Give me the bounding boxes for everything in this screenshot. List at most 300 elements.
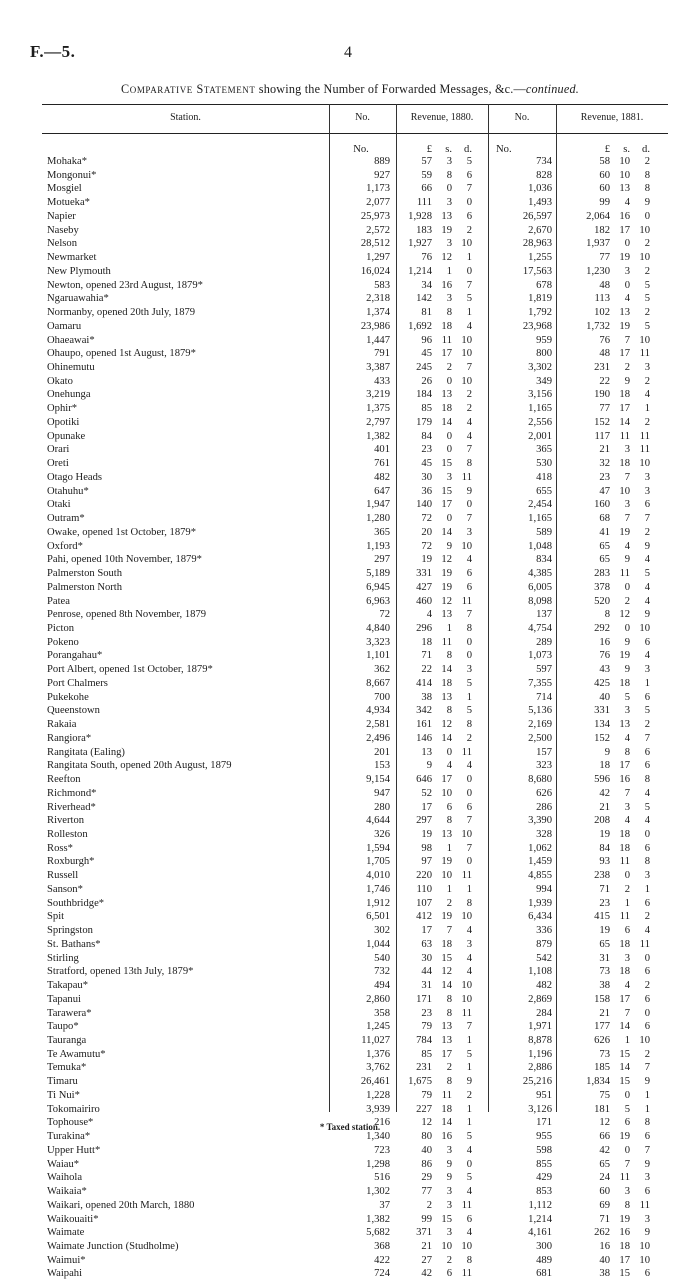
messages-1881: 489 xyxy=(536,1254,552,1266)
revenue-1881-pounds: 12 xyxy=(599,1117,610,1129)
messages-1880: 433 xyxy=(374,375,390,387)
revenue-1880-pence: 7 xyxy=(466,444,472,456)
revenue-1880-shillings: 15 xyxy=(441,485,452,497)
revenue-1880-pounds: 42 xyxy=(421,1268,432,1280)
revenue-1880-shillings: 19 xyxy=(441,224,452,236)
revenue-1880-pounds: 110 xyxy=(416,883,432,895)
revenue-1880-shillings: 11 xyxy=(441,334,452,346)
table-row xyxy=(0,292,700,306)
revenue-1881-pence: 6 xyxy=(644,746,650,758)
messages-1881: 8,680 xyxy=(528,774,552,786)
revenue-1881-pounds: 181 xyxy=(594,1103,610,1115)
table-row xyxy=(0,581,700,595)
revenue-1880-pounds: 414 xyxy=(416,677,432,689)
messages-1880: 700 xyxy=(374,691,390,703)
messages-1880: 494 xyxy=(374,980,390,992)
revenue-1881-shillings: 7 xyxy=(624,1158,630,1170)
revenue-1881-shillings: 3 xyxy=(624,265,630,277)
table-row xyxy=(0,320,700,334)
revenue-1880-shillings: 18 xyxy=(441,938,452,950)
revenue-1880-pence: 10 xyxy=(461,348,472,360)
revenue-1881-pence: 1 xyxy=(644,1089,650,1101)
title-main: showing the Number of Forwarded Messages, &c.— xyxy=(255,82,526,96)
revenue-1881-shillings: 17 xyxy=(619,224,630,236)
revenue-1881-shillings: 5 xyxy=(624,1103,630,1115)
table-row xyxy=(0,718,700,732)
revenue-1881-shillings: 11 xyxy=(619,856,630,868)
revenue-1880-shillings: 13 xyxy=(441,828,452,840)
revenue-1880-shillings: 9 xyxy=(446,1172,452,1184)
revenue-1880-shillings: 3 xyxy=(446,1186,452,1198)
messages-1880: 2,572 xyxy=(366,224,390,236)
revenue-1881-pence: 6 xyxy=(644,760,650,772)
station-name: Rangitata (Ealing) xyxy=(47,746,125,758)
station-name: Ophir* xyxy=(47,403,78,415)
revenue-1880-pence: 5 xyxy=(466,1131,472,1143)
table-row xyxy=(0,443,700,457)
messages-1881: 2,886 xyxy=(528,1062,552,1074)
station-name: Rakaia xyxy=(47,719,77,731)
messages-1881: 542 xyxy=(536,952,552,964)
revenue-1881-shillings: 19 xyxy=(619,526,630,538)
revenue-1881-pence: 10 xyxy=(639,1035,650,1046)
table-row xyxy=(0,814,700,828)
table-row xyxy=(0,636,700,650)
revenue-1880-shillings: 3 xyxy=(446,471,452,483)
messages-1880: 1,302 xyxy=(366,1186,390,1198)
revenue-1881-pence: 10 xyxy=(639,252,650,264)
messages-1881: 2,169 xyxy=(528,719,552,731)
revenue-1880-shillings: 14 xyxy=(441,732,452,744)
revenue-1881-pounds: 58 xyxy=(599,156,610,167)
messages-1880: 2,797 xyxy=(366,416,390,428)
revenue-1880-pounds: 412 xyxy=(416,911,432,923)
station-name: Tophouse* xyxy=(47,1117,94,1129)
table-row xyxy=(0,457,700,471)
revenue-1881-shillings: 13 xyxy=(619,719,630,731)
revenue-1880-shillings: 0 xyxy=(446,746,452,758)
messages-1880: 1,912 xyxy=(366,897,390,909)
revenue-1881-pounds: 47 xyxy=(599,485,610,497)
messages-1881: 855 xyxy=(536,1158,552,1170)
revenue-1881-pounds: 21 xyxy=(599,1007,610,1019)
revenue-1881-shillings: 17 xyxy=(619,1254,630,1266)
revenue-1880-pounds: 36 xyxy=(421,485,432,497)
revenue-1880-shillings: 15 xyxy=(441,952,452,964)
revenue-1881-pounds: 152 xyxy=(594,732,610,744)
station-name: Picton xyxy=(47,622,75,634)
messages-1880: 4,010 xyxy=(366,870,390,882)
revenue-1880-pounds: 2 xyxy=(426,1199,432,1211)
messages-1881: 1,255 xyxy=(528,252,552,264)
revenue-1881-pence: 11 xyxy=(639,348,650,360)
revenue-1880-shillings: 2 xyxy=(446,1254,452,1266)
table-row xyxy=(0,375,700,389)
messages-1881: 678 xyxy=(536,279,552,291)
station-name: St. Bathans* xyxy=(47,938,101,950)
revenue-1881-pounds: 66 xyxy=(599,1131,610,1143)
revenue-1880-shillings: 8 xyxy=(446,705,452,717)
revenue-1880-shillings: 11 xyxy=(441,636,452,648)
revenue-1881-pence: 6 xyxy=(644,1186,650,1198)
revenue-1881-pounds: 93 xyxy=(599,856,610,868)
footnote: * Taxed station. xyxy=(319,1122,381,1132)
station-name: Penrose, opened 8th November, 1879 xyxy=(47,609,207,621)
messages-1880: 3,387 xyxy=(366,362,390,374)
revenue-1881-pounds: 73 xyxy=(599,1048,610,1060)
station-name: Palmerston North xyxy=(47,581,123,593)
station-name: Newmarket xyxy=(47,252,97,264)
messages-1880: 216 xyxy=(374,1117,390,1129)
station-name: Oxford* xyxy=(47,540,83,552)
station-name: Tapanui xyxy=(47,993,81,1005)
station-name: Patea xyxy=(47,595,70,607)
revenue-1880-pounds: 1,692 xyxy=(408,320,432,332)
table-row xyxy=(0,663,700,677)
revenue-1880-pounds: 71 xyxy=(421,650,432,662)
messages-1881: 137 xyxy=(536,609,552,621)
station-name: Otaki xyxy=(47,499,71,511)
revenue-1881-shillings: 7 xyxy=(624,513,630,525)
revenue-1881-pence: 1 xyxy=(644,883,650,895)
revenue-1880-pence: 3 xyxy=(466,938,472,950)
messages-1880: 540 xyxy=(374,952,390,964)
revenue-1881-shillings: 4 xyxy=(624,197,630,209)
column-header-revenue-1881: Revenue, 1881. xyxy=(580,112,644,123)
messages-1881: 1,792 xyxy=(528,307,552,319)
revenue-1881-pounds: 38 xyxy=(599,980,610,992)
revenue-1880-pence: 10 xyxy=(461,993,472,1005)
revenue-1880-pounds: 72 xyxy=(421,540,432,552)
station-name: Pokeno xyxy=(47,636,79,648)
revenue-1881-pounds: 21 xyxy=(599,444,610,456)
revenue-1881-shillings: 7 xyxy=(624,471,630,483)
station-name: Porangahau* xyxy=(47,650,103,662)
table-row xyxy=(0,471,700,485)
messages-1881: 418 xyxy=(536,471,552,483)
table-row xyxy=(0,498,700,512)
messages-1880: 11,027 xyxy=(361,1035,390,1046)
unit-pounds-1881: £ xyxy=(604,144,610,155)
table-row xyxy=(0,704,700,718)
revenue-1881-pence: 2 xyxy=(644,526,650,538)
revenue-1881-pounds: 1,230 xyxy=(586,265,610,277)
revenue-1881-pounds: 19 xyxy=(599,925,610,937)
revenue-1880-pounds: 52 xyxy=(421,787,432,799)
station-name: Naseby xyxy=(47,224,79,236)
messages-1880: 724 xyxy=(374,1268,390,1280)
revenue-1880-shillings: 14 xyxy=(441,980,452,992)
station-name: Waiau* xyxy=(47,1158,80,1170)
revenue-1880-pence: 8 xyxy=(466,719,472,731)
revenue-1881-shillings: 4 xyxy=(624,293,630,305)
table-row xyxy=(0,842,700,856)
revenue-1881-shillings: 16 xyxy=(619,1227,630,1239)
revenue-1881-pence: 9 xyxy=(644,197,650,209)
messages-1881: 4,754 xyxy=(528,622,552,634)
revenue-1881-pence: 4 xyxy=(644,554,650,566)
messages-1881: 530 xyxy=(536,458,552,470)
table-row xyxy=(0,993,700,1007)
messages-1881: 1,036 xyxy=(528,183,552,195)
messages-1881: 1,493 xyxy=(528,197,552,209)
messages-1880: 2,581 xyxy=(366,719,390,731)
table-row xyxy=(0,746,700,760)
revenue-1880-pounds: 38 xyxy=(421,691,432,703)
revenue-1880-pounds: 77 xyxy=(421,1186,432,1198)
messages-1880: 6,963 xyxy=(366,595,390,607)
messages-1881: 834 xyxy=(536,554,552,566)
revenue-1881-shillings: 15 xyxy=(619,1076,630,1088)
revenue-1881-pence: 3 xyxy=(644,870,650,882)
revenue-1881-pence: 5 xyxy=(644,705,650,717)
revenue-1881-pence: 5 xyxy=(644,801,650,813)
revenue-1880-shillings: 3 xyxy=(446,1227,452,1239)
messages-1880: 422 xyxy=(374,1254,390,1266)
revenue-1881-shillings: 8 xyxy=(624,1199,630,1211)
messages-1881: 328 xyxy=(536,828,552,840)
table-row xyxy=(0,224,700,238)
revenue-1880-shillings: 15 xyxy=(441,1213,452,1225)
messages-1881: 1,939 xyxy=(528,897,552,909)
messages-1881: 3,156 xyxy=(528,389,552,401)
revenue-1880-pounds: 1,927 xyxy=(408,238,432,250)
revenue-1881-pounds: 41 xyxy=(599,526,610,538)
station-name: Orari xyxy=(47,444,70,456)
station-name: Napier xyxy=(47,210,76,222)
messages-1881: 589 xyxy=(536,526,552,538)
revenue-1880-pounds: 371 xyxy=(416,1227,432,1239)
messages-1880: 1,705 xyxy=(366,856,390,868)
table-row xyxy=(0,237,700,251)
revenue-1881-shillings: 17 xyxy=(619,993,630,1005)
revenue-1881-pence: 9 xyxy=(644,609,650,621)
revenue-1881-pence: 6 xyxy=(644,842,650,854)
revenue-1880-pence: 8 xyxy=(466,1254,472,1266)
table-body xyxy=(0,155,700,1281)
revenue-1880-shillings: 12 xyxy=(441,595,452,607)
revenue-1880-shillings: 18 xyxy=(441,403,452,415)
revenue-1881-pounds: 117 xyxy=(594,430,610,442)
station-name: Otago Heads xyxy=(47,471,103,483)
revenue-1881-shillings: 4 xyxy=(624,540,630,552)
revenue-1881-pence: 2 xyxy=(644,375,650,387)
messages-1880: 2,496 xyxy=(366,732,390,744)
revenue-1880-pence: 4 xyxy=(466,1227,472,1239)
revenue-1880-pence: 8 xyxy=(466,622,472,634)
station-name: Owake, opened 1st October, 1879* xyxy=(47,526,197,538)
column-header-station: Station. xyxy=(170,112,201,123)
table-row xyxy=(0,677,700,691)
revenue-1881-pence: 4 xyxy=(644,595,650,607)
revenue-1881-pounds: 32 xyxy=(599,458,610,470)
revenue-1881-shillings: 9 xyxy=(624,554,630,566)
unit-pence-1880: d. xyxy=(464,144,472,155)
table-row xyxy=(0,1213,700,1227)
table-row xyxy=(0,279,700,293)
messages-1880: 4,934 xyxy=(366,705,390,717)
revenue-1881-pounds: 2,064 xyxy=(586,210,610,222)
revenue-1880-pounds: 784 xyxy=(416,1035,432,1046)
revenue-1880-shillings: 8 xyxy=(446,307,452,319)
revenue-1880-pounds: 184 xyxy=(416,389,432,401)
revenue-1881-shillings: 0 xyxy=(624,279,630,291)
station-name: Tokomairiro xyxy=(47,1103,100,1115)
station-name: Spit xyxy=(47,911,65,923)
messages-1880: 37 xyxy=(379,1199,390,1211)
revenue-1880-pence: 0 xyxy=(466,787,472,799)
revenue-1881-pounds: 16 xyxy=(599,1241,610,1253)
revenue-1880-pence: 11 xyxy=(461,1199,472,1211)
table-row xyxy=(0,801,700,815)
revenue-1881-pounds: 60 xyxy=(599,183,610,195)
messages-1881: 655 xyxy=(536,485,552,497)
revenue-1881-pence: 7 xyxy=(644,1062,650,1074)
revenue-1881-shillings: 11 xyxy=(619,568,630,580)
revenue-1881-shillings: 14 xyxy=(619,1062,630,1074)
messages-1881: 26,597 xyxy=(522,210,552,222)
revenue-1881-pounds: 134 xyxy=(594,719,610,731)
revenue-1881-pence: 4 xyxy=(644,787,650,799)
station-name: Rangiora* xyxy=(47,732,92,744)
revenue-1880-pounds: 31 xyxy=(421,980,432,992)
revenue-1880-pounds: 99 xyxy=(421,1213,432,1225)
messages-1880: 4,840 xyxy=(366,622,390,634)
revenue-1881-pence: 6 xyxy=(644,499,650,511)
column-header-no-1881: No. xyxy=(514,112,530,123)
revenue-1881-pence: 7 xyxy=(644,1144,650,1156)
revenue-1881-shillings: 11 xyxy=(619,911,630,923)
revenue-1881-pence: 4 xyxy=(644,925,650,937)
messages-1881: 955 xyxy=(536,1131,552,1143)
revenue-1880-pence: 1 xyxy=(466,307,472,319)
revenue-1880-pounds: 19 xyxy=(421,554,432,566)
revenue-1881-pounds: 596 xyxy=(594,774,610,786)
table-row xyxy=(0,210,700,224)
revenue-1881-shillings: 3 xyxy=(624,444,630,456)
table-row xyxy=(0,759,700,773)
revenue-1880-pence: 4 xyxy=(466,952,472,964)
messages-1880: 2,860 xyxy=(366,993,390,1005)
revenue-1881-pence: 9 xyxy=(644,1227,650,1239)
station-name: Opunake xyxy=(47,430,86,442)
table-row xyxy=(0,1007,700,1021)
revenue-1881-shillings: 4 xyxy=(624,815,630,827)
revenue-1881-shillings: 17 xyxy=(619,760,630,772)
station-name: Mohaka* xyxy=(47,156,88,167)
station-name: Roxburgh* xyxy=(47,856,95,868)
revenue-1880-pounds: 1,214 xyxy=(408,265,432,277)
messages-1880: 583 xyxy=(374,279,390,291)
table-row xyxy=(0,1171,700,1185)
messages-1880: 2,318 xyxy=(366,293,390,305)
revenue-1880-pence: 10 xyxy=(461,911,472,923)
revenue-1880-pounds: 72 xyxy=(421,513,432,525)
revenue-1881-pounds: 1,732 xyxy=(586,320,610,332)
revenue-1880-pence: 2 xyxy=(466,403,472,415)
messages-1880: 6,945 xyxy=(366,581,390,593)
revenue-1881-shillings: 18 xyxy=(619,677,630,689)
revenue-1880-pence: 8 xyxy=(466,897,472,909)
revenue-1880-pounds: 161 xyxy=(416,719,432,731)
messages-1880: 1,298 xyxy=(366,1158,390,1170)
revenue-1880-pence: 0 xyxy=(466,650,472,662)
station-name: Temuka* xyxy=(47,1062,87,1074)
messages-1881: 5,136 xyxy=(528,705,552,717)
revenue-1880-shillings: 14 xyxy=(441,1117,452,1129)
revenue-1881-shillings: 2 xyxy=(624,883,630,895)
revenue-1880-pence: 10 xyxy=(461,375,472,387)
revenue-1881-pounds: 378 xyxy=(594,581,610,593)
revenue-1881-shillings: 10 xyxy=(619,169,630,181)
revenue-1881-pence: 2 xyxy=(644,1048,650,1060)
revenue-1881-pence: 3 xyxy=(644,471,650,483)
revenue-1880-pence: 0 xyxy=(466,265,472,277)
revenue-1881-pence: 9 xyxy=(644,540,650,552)
revenue-1880-pounds: 18 xyxy=(421,636,432,648)
messages-1881: 365 xyxy=(536,444,552,456)
revenue-1880-pounds: 297 xyxy=(416,815,432,827)
revenue-1880-shillings: 11 xyxy=(441,1089,452,1101)
table-row xyxy=(0,430,700,444)
revenue-1880-pence: 1 xyxy=(466,1062,472,1074)
table-row xyxy=(0,265,700,279)
revenue-1880-pounds: 84 xyxy=(421,430,432,442)
revenue-1881-pounds: 23 xyxy=(599,897,610,909)
messages-1881: 8,098 xyxy=(528,595,552,607)
messages-1881: 1,073 xyxy=(528,650,552,662)
table-row xyxy=(0,1034,700,1048)
revenue-1881-shillings: 4 xyxy=(624,980,630,992)
messages-1880: 482 xyxy=(374,471,390,483)
table-row xyxy=(0,1226,700,1240)
messages-1880: 1,297 xyxy=(366,252,390,264)
station-name: Stratford, opened 13th July, 1879* xyxy=(47,966,194,978)
revenue-1880-shillings: 3 xyxy=(446,238,452,250)
revenue-1881-shillings: 5 xyxy=(624,691,630,703)
revenue-1881-pounds: 77 xyxy=(599,403,610,415)
revenue-1881-pence: 2 xyxy=(644,911,650,923)
revenue-1880-shillings: 8 xyxy=(446,169,452,181)
table-row xyxy=(0,622,700,636)
messages-1881: 598 xyxy=(536,1144,552,1156)
title-continued: continued. xyxy=(525,82,579,96)
revenue-1880-pence: 2 xyxy=(466,224,472,236)
station-name: Pukekohe xyxy=(47,691,89,703)
revenue-1881-pounds: 48 xyxy=(599,348,610,360)
revenue-1880-pence: 9 xyxy=(466,485,472,497)
station-name: Motueka* xyxy=(47,197,90,209)
table-row xyxy=(0,567,700,581)
table-row xyxy=(0,1103,700,1117)
revenue-1881-pounds: 71 xyxy=(599,883,610,895)
revenue-1881-shillings: 7 xyxy=(624,1007,630,1019)
table-row xyxy=(0,553,700,567)
revenue-1881-pence: 5 xyxy=(644,568,650,580)
revenue-1881-shillings: 0 xyxy=(624,622,630,634)
revenue-1880-pounds: 9 xyxy=(426,760,432,772)
station-name: Ti Nui* xyxy=(47,1089,80,1101)
page-number: 4 xyxy=(344,44,352,61)
revenue-1880-pence: 1 xyxy=(466,883,472,895)
revenue-1880-pence: 7 xyxy=(466,183,472,195)
revenue-1880-shillings: 19 xyxy=(441,568,452,580)
revenue-1880-pounds: 26 xyxy=(421,375,432,387)
revenue-1880-pounds: 86 xyxy=(421,1158,432,1170)
unit-no-1881: No. xyxy=(496,144,512,155)
revenue-1880-pence: 1 xyxy=(466,1103,472,1115)
messages-1880: 297 xyxy=(374,554,390,566)
